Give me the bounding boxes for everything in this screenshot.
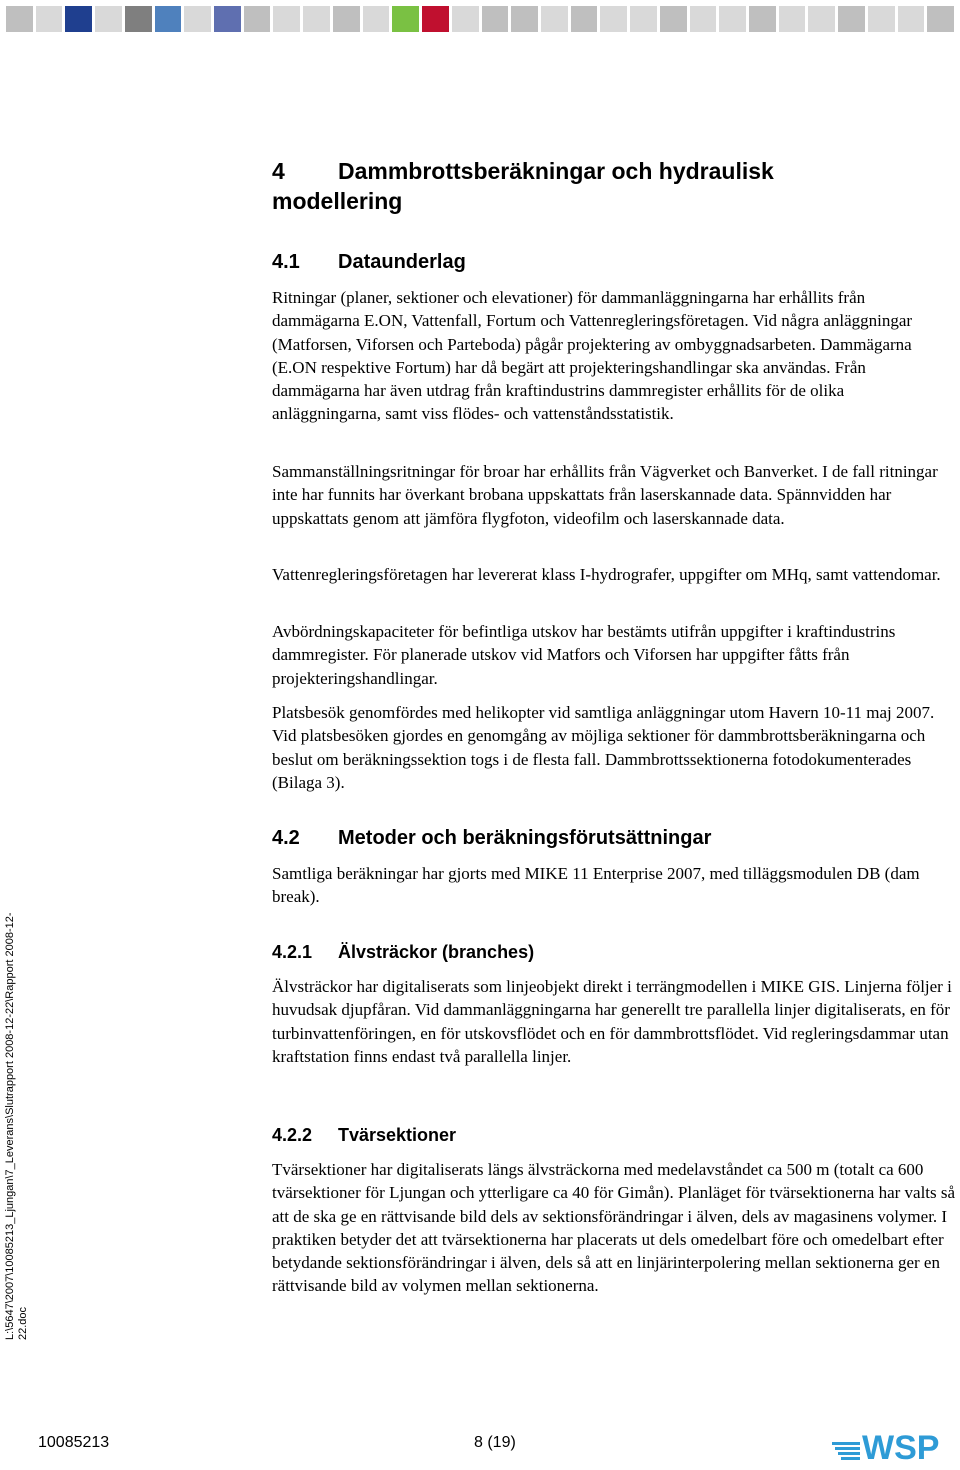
chapter-heading [272, 156, 892, 216]
header-color-square [808, 6, 835, 32]
header-color-square [868, 6, 895, 32]
chapter-title: Dammbrottsberäkningar och hydraulisk modellering [272, 158, 774, 214]
header-color-square [719, 6, 746, 32]
header-color-square [452, 6, 479, 32]
header-color-square [571, 6, 598, 32]
file-path-text: L:\5647\2007\10085213_Ljungan\7_Leverans\Slutrapport 2008-12-22\Rapport 2008-12-22.doc [4, 912, 29, 1340]
header-color-square [36, 6, 63, 32]
paragraph: Sammanställningsritningar för broar har erhållits från Vägverket och Banverket. I de fall ritningar inte har funnits har överkant brobana uppskattats från laserskannade data. Spännvidden har uppskattats genom att jämföra flygfoton, videofilm och laserskannade data. [272, 462, 938, 528]
header-color-square [333, 6, 360, 32]
subsection-title: Tvärsektioner [338, 1125, 457, 1145]
section-heading-4-2 [272, 826, 711, 850]
paragraph: Ritningar (planer, sektioner och elevationer) för dammanläggningarna har erhållits från dammägarna E.ON, Vattenfall, Fortum och Vattenregleringsföretagen. Vid några anläggningar (Matforsen, Viforsen och Parteboda) pågår projektering av ombyggnadsarbeten. Dammägarna (E.ON respektive Fortum) har då begärt att projekteringshandlingar ska användas. Från dammägarna har även utdrag från kraftindustrins dammregister erhållits för de olika anläggningarna, samt viss flödes- och vattenståndsstatistik. [272, 288, 913, 424]
wsp-logo [826, 1420, 956, 1464]
header-color-square [660, 6, 687, 32]
header-color-square [184, 6, 211, 32]
header-color-square [65, 6, 92, 32]
section-title: Metoder och beräkningsförutsättningar [338, 827, 712, 849]
paragraph: Älvsträckor har digitaliserats som linjeobjekt direkt i terrängmodellen i MIKE GIS. Linjerna följer i huvudsak djupfåran. Vid dammanläggningarna har generellt tre parallella linjer digitaliserats, en för turbinvattenföringen, en för utskovsflödet och en för dammbrottsflödet. Vid regleringsdammar utan kraftstation finns endast två parallella linjer. [272, 977, 952, 1066]
header-color-square [303, 6, 330, 32]
header-color-square [95, 6, 122, 32]
section-title: Dataunderlag [338, 251, 466, 273]
header-color-square [898, 6, 925, 32]
header-color-square [6, 6, 33, 32]
wsp-logo-text: WSP [862, 1429, 940, 1464]
file-path-margin [4, 900, 36, 1340]
header-color-square [273, 6, 300, 32]
header-color-square [630, 6, 657, 32]
subsection-heading-4-2-1 [272, 941, 534, 963]
header-color-square [155, 6, 182, 32]
section-number: 4.1 [272, 251, 300, 273]
footer-page-number: 8 (19) [474, 1434, 516, 1451]
header-color-square [244, 6, 271, 32]
header-color-square [214, 6, 241, 32]
paragraph: Samtliga beräkningar har gjorts med MIKE 11 Enterprise 2007, med tilläggsmodulen DB (dam break). [272, 864, 920, 907]
header-color-bar [6, 6, 954, 32]
paragraph: Vattenregleringsföretagen har levererat klass I-hydrografer, uppgifter om MHq, samt vattendomar. [272, 565, 941, 584]
header-color-square [422, 6, 449, 32]
footer-doc-number: 10085213 [38, 1434, 110, 1451]
header-color-square [541, 6, 568, 32]
header-color-square [125, 6, 152, 32]
header-color-square [511, 6, 538, 32]
header-color-square [749, 6, 776, 32]
header-color-square [690, 6, 717, 32]
subsection-title: Älvsträckor (branches) [338, 942, 535, 962]
paragraph: Tvärsektioner har digitaliserats längs älvsträckorna med medelavståndet ca 500 m (totalt ca 600 tvärsektioner för Ljungan och ytterligare ca 40 för Gimån). Planläget för tvärsektionerna har valts så att de ska ge en rättvisande bild dels av sektionsförändringar i älven, dels av magasinens volymer. I praktiken betyder det att tvärsektionerna har placerats ut dels omedelbart före och omedelbart efter betydande sektionsförändringar i älven, dels så att en linjärinterpolering mellan sektionerna ger en rättvisande bild av volymen mellan sektionerna. [272, 1160, 956, 1296]
subsection-number: 4.2.2 [272, 1125, 313, 1145]
section-heading-4-1 [272, 250, 466, 274]
subsection-heading-4-2-2 [272, 1124, 456, 1146]
header-color-square [779, 6, 806, 32]
header-color-square [927, 6, 954, 32]
subsection-number: 4.2.1 [272, 942, 313, 962]
header-color-square [392, 6, 419, 32]
header-color-square [838, 6, 865, 32]
header-color-square [600, 6, 627, 32]
header-color-square [482, 6, 509, 32]
header-color-square [363, 6, 390, 32]
paragraph: Avbördningskapaciteter för befintliga utskov har bestämts utifrån uppgifter i kraftindustrins dammregister. För planerade utskov vid Matfors och Viforsen har uppgifter fåtts från projekteringshandlingar. [272, 622, 896, 688]
paragraph: Platsbesök genomfördes med helikopter vid samtliga anläggningar utom Havern 10-11 maj 2007. Vid platsbesöken gjordes en genomgång av möjliga sektioner för dammbrottsberäkningarna och beslut om beräkningssektion togs i de flesta fall. Dammbrottssektionerna fotodokumenterades (Bilaga 3). [272, 703, 935, 792]
section-number: 4.2 [272, 827, 300, 849]
wsp-logo-stripes [832, 1442, 860, 1460]
chapter-number: 4 [272, 158, 285, 184]
